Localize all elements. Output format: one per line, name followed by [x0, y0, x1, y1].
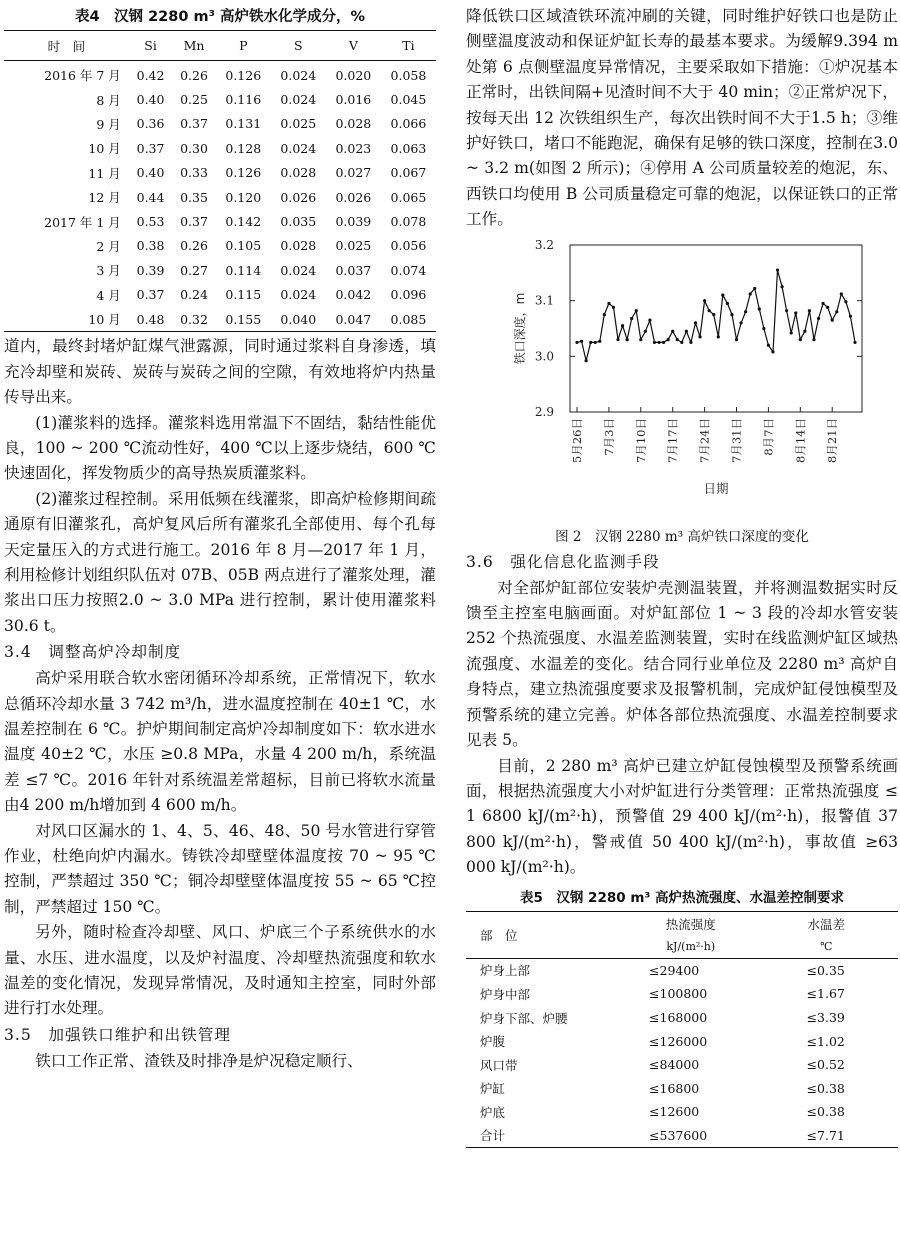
- table4-value-cell: 0.35: [180, 189, 208, 205]
- table4-header: P: [216, 31, 271, 61]
- data-point: [721, 293, 724, 296]
- figure2-caption: 图 2 汉钢 2280 m³ 高炉铁口深度的变化: [555, 528, 809, 545]
- left-column: [4, 0, 436, 1074]
- table4-value-cell: 0.33: [180, 165, 208, 181]
- table-row: [466, 1124, 898, 1148]
- table4: [4, 30, 436, 332]
- y-tick-label: 3.1: [534, 293, 554, 308]
- table5-part-cell: 风口带: [480, 1057, 518, 1073]
- table4-value-cell: 0.26: [180, 67, 208, 83]
- table4-value-cell: 0.024: [280, 67, 317, 83]
- table5-part-cell: 炉底: [480, 1104, 506, 1120]
- table4-body: [4, 61, 436, 332]
- table4-header: Mn: [172, 31, 215, 61]
- table4-value-cell: 0.40: [136, 92, 165, 108]
- table-row: [466, 1077, 898, 1101]
- table4-value-cell: 0.066: [390, 116, 427, 132]
- data-point: [607, 302, 610, 305]
- table5-part-cell: 炉身上部: [480, 963, 531, 979]
- table4-time-cell: 10 月: [88, 312, 121, 328]
- table4-value-cell: 0.047: [335, 311, 372, 327]
- x-tick-label: 5月26日: [570, 417, 584, 463]
- table5-flux-cell: ≤100800: [649, 986, 708, 1002]
- data-point: [739, 321, 742, 324]
- paragraph: 目前，2 280 m³ 高炉已建立炉缸侵蚀模型及预警系统画面，根据热流强度大小对炉缸进行分类管理：正常热流强度 ≤ 1 6800 kJ/(m²·h)，预警值 29 400 kJ/(m²·h)，报警值 37 800 kJ/(m²·h)，警戒值 50 400 kJ/(m²·h)，事故值 ≥63 000 kJ/(m²·h)。: [466, 756, 898, 877]
- table5-header-flux: 热流强度: [665, 916, 716, 932]
- data-point: [580, 339, 583, 342]
- table-row: [4, 136, 436, 160]
- x-tick-label: 8月7日: [761, 417, 776, 456]
- paragraph: 道内，最终封堵炉缸煤气泄露源，同时通过浆料自身渗透，填充冷却壁和炭砖、炭砖与炭砖之间的空隙，有效地将炉内热量传导出来。: [4, 337, 436, 407]
- paragraph: 铁口工作正常、渣铁及时排净是炉况稳定顺行、: [35, 1051, 363, 1070]
- data-point: [662, 340, 665, 343]
- x-tick-label: 7月17日: [665, 417, 680, 463]
- table4-value-cell: 0.028: [280, 238, 317, 254]
- data-point: [776, 268, 779, 271]
- data-point: [853, 340, 856, 343]
- table4-value-cell: 0.42: [136, 67, 165, 83]
- paragraph: 高炉采用联合软水密闭循环冷却系统，正常情况下，软水总循环冷却水量 3 742 m³/h，进水温度控制在 40±1 ℃，水温差控制在 6 ℃。护炉期间制定高炉冷却制度如下：软水进水温度 40±2 ℃，水压 ≥0.8 MPa，水量 4 200 m/h，系统温差 ≤7 ℃。2016 年针对系统温差常超标，目前已将软水流量由4 200 m/h增加到 4 600 m/h。: [4, 669, 436, 815]
- x-tick-label: 7月24日: [697, 417, 712, 463]
- data-point: [831, 318, 834, 321]
- data-point: [612, 305, 615, 308]
- data-point: [717, 335, 720, 338]
- section-heading: 3.6 强化信息化监测手段: [466, 552, 660, 571]
- table5-part-cell: 炉身下部、炉腰: [480, 1010, 568, 1026]
- table5-flux-cell: ≤537600: [649, 1127, 708, 1143]
- table4-value-cell: 0.037: [335, 262, 372, 278]
- table4-caption: 表4 汉钢 2280 m³ 高炉铁水化学成分，%: [74, 9, 366, 25]
- table4-value-cell: 0.24: [180, 287, 208, 303]
- table5-part-cell: 炉腹: [480, 1034, 506, 1050]
- table5-caption: 表5 汉钢 2280 m³ 高炉热流强度、水温差控制要求: [519, 889, 845, 906]
- figure2-chart: [466, 233, 898, 525]
- table4-value-cell: 0.025: [335, 238, 372, 254]
- table-row: [4, 307, 436, 332]
- data-point: [689, 340, 692, 343]
- table4-value-cell: 0.48: [136, 311, 165, 327]
- x-tick-label: 8月21日: [825, 417, 840, 463]
- table4-value-cell: 0.028: [335, 116, 372, 132]
- table5-flux-cell: ≤168000: [649, 1010, 708, 1026]
- table4-value-cell: 0.024: [280, 140, 317, 156]
- table4-value-cell: 0.32: [180, 311, 208, 327]
- x-tick-label: 7月31日: [729, 417, 744, 463]
- table4-time-cell: 4 月: [96, 287, 121, 303]
- table5-flux-cell: ≤16800: [649, 1080, 700, 1096]
- depth-line-chart: [466, 233, 898, 525]
- data-point: [626, 338, 629, 341]
- table4-value-cell: 0.026: [335, 189, 372, 205]
- table5-dt-cell: ≤0.38: [806, 1104, 845, 1120]
- table4-value-cell: 0.024: [280, 92, 317, 108]
- data-point: [630, 317, 633, 320]
- y-axis-label: 铁口深度，m: [513, 292, 527, 365]
- table4-value-cell: 0.023: [335, 140, 372, 156]
- data-point: [753, 286, 756, 289]
- table-row: [466, 1006, 898, 1030]
- table5-dt-cell: ≤0.38: [806, 1080, 845, 1096]
- table4-value-cell: 0.096: [390, 287, 427, 303]
- table4-value-cell: 0.067: [390, 165, 427, 181]
- data-point: [767, 343, 770, 346]
- data-point: [653, 340, 656, 343]
- table4-value-cell: 0.016: [335, 92, 372, 108]
- data-point: [594, 340, 597, 343]
- data-point: [698, 335, 701, 338]
- table4-value-cell: 0.024: [280, 287, 317, 303]
- data-point: [621, 324, 624, 327]
- data-point: [694, 321, 697, 324]
- table4-value-cell: 0.025: [280, 116, 317, 132]
- data-point: [708, 309, 711, 312]
- data-point: [744, 310, 747, 313]
- table-row: [4, 234, 436, 258]
- table-row: [4, 209, 436, 233]
- paragraph: (2)灌浆过程控制。采用低频在线灌浆，即高炉检修期间疏通原有旧灌浆孔，高炉复风后所有灌浆孔全部使用、每个孔每天定量压入的方式进行施工。2016 年 8 月—2017 年 1 月，利用检修计划组织队伍对 07B、05B 两点进行了灌浆处理，灌浆出口压力按照2.0 ~ 3.0 MPa 进行控制，累计使用灌浆料30.6 t。: [4, 489, 436, 635]
- table-row: [4, 161, 436, 185]
- data-point: [603, 313, 606, 316]
- data-point: [648, 318, 651, 321]
- table4-value-cell: 0.39: [136, 262, 165, 278]
- data-point: [680, 340, 683, 343]
- table4-value-cell: 0.065: [390, 189, 427, 205]
- data-point: [844, 300, 847, 303]
- data-point: [726, 302, 729, 305]
- right-column: [466, 0, 898, 1148]
- table-row: [466, 1029, 898, 1053]
- table5-header-dt: 水温差: [807, 916, 846, 932]
- table5-part-cell: 炉身中部: [480, 986, 531, 1002]
- table4-value-cell: 0.026: [280, 189, 317, 205]
- paragraph: (1)灌浆料的选择。灌浆料选用常温下不固结，黏结性能优良，100 ~ 200 ℃流动性好，400 ℃以上逐步烧结，600 ℃快速固化，挥发物质少的高导热炭质灌浆料。: [4, 413, 436, 483]
- data-point: [840, 292, 843, 295]
- data-point: [712, 313, 715, 316]
- data-point: [780, 285, 783, 288]
- data-point: [817, 317, 820, 320]
- table4-value-cell: 0.063: [390, 140, 427, 156]
- table4-value-cell: 0.058: [390, 67, 427, 83]
- table-row: [466, 1100, 898, 1124]
- data-point: [635, 309, 638, 312]
- table4-value-cell: 0.116: [225, 92, 262, 108]
- table4-value-cell: 0.30: [180, 140, 208, 156]
- data-point: [735, 338, 738, 341]
- table4-value-cell: 0.37: [180, 116, 208, 132]
- table4-value-cell: 0.056: [390, 238, 427, 254]
- x-axis-label: 日期: [703, 480, 729, 496]
- table5-body: [466, 958, 898, 1148]
- table4-value-cell: 0.38: [136, 238, 165, 254]
- table4-value-cell: 0.40: [136, 165, 165, 181]
- table5-dt-cell: ≤7.71: [806, 1127, 845, 1143]
- data-point: [785, 309, 788, 312]
- data-point: [826, 305, 829, 308]
- data-point: [589, 340, 592, 343]
- table4-time-cell: 2 月: [96, 238, 121, 254]
- series-line: [577, 270, 855, 361]
- table5-dt-cell: ≤1.02: [806, 1033, 845, 1049]
- section-heading: 3.4 调整高炉冷却制度: [4, 643, 182, 662]
- x-tick-label: 7月3日: [601, 417, 616, 456]
- data-point: [644, 329, 647, 332]
- table4-header: S: [271, 31, 326, 61]
- table4-time-cell: 12 月: [88, 190, 121, 206]
- data-point: [762, 327, 765, 330]
- table4-value-cell: 0.074: [390, 262, 427, 278]
- table4-value-cell: 0.36: [136, 116, 165, 132]
- table4-time-cell: 9 月: [96, 116, 121, 132]
- table5-dt-cell: ≤1.67: [806, 986, 845, 1002]
- data-point: [835, 310, 838, 313]
- table4-value-cell: 0.44: [136, 189, 165, 205]
- table4-value-cell: 0.039: [335, 214, 372, 230]
- data-point: [685, 329, 688, 332]
- table5-flux-cell: ≤12600: [649, 1104, 700, 1120]
- paragraph: 对风口区漏水的 1、4、5、46、48、50 号水管进行穿管作业，杜绝向炉内漏水。铸铁冷却壁壁体温度按 70 ~ 95 ℃控制，严禁超过 350 ℃；铜冷却壁壁体温度按 55 ~ 65 ℃控制，严禁超过 150 ℃。: [4, 821, 436, 916]
- data-point: [639, 338, 642, 341]
- y-tick-label: 3.0: [534, 348, 554, 363]
- table4-value-cell: 0.25: [180, 92, 208, 108]
- table4-value-cell: 0.120: [225, 189, 262, 205]
- section-heading: 3.5 加强铁口维护和出铁管理: [4, 1025, 231, 1044]
- table4-value-cell: 0.131: [225, 116, 262, 132]
- table4-value-cell: 0.040: [280, 311, 317, 327]
- y-tick-label: 2.9: [534, 404, 554, 419]
- data-point: [671, 329, 674, 332]
- table5-header-row: [466, 911, 898, 936]
- data-point: [849, 314, 852, 317]
- table4-value-cell: 0.126: [225, 165, 262, 181]
- data-point: [790, 331, 793, 334]
- table4-value-cell: 0.37: [136, 287, 165, 303]
- data-point: [575, 340, 578, 343]
- table5-part-cell: 炉缸: [480, 1081, 506, 1097]
- table-row: [4, 61, 436, 88]
- table4-value-cell: 0.37: [180, 214, 208, 230]
- data-point: [730, 313, 733, 316]
- paragraph: 另外，随时检查冷却壁、风口、炉底三个子系统供水的水量、水压、进水温度，以及炉衬温度、冷却壁热流强度和软水温差的变化情况，发现异常情况，及时通知主控室，同时外部进行打水处理。: [4, 923, 436, 1018]
- table4-time-cell: 2017 年 1 月: [44, 214, 121, 230]
- table5-dt-cell: ≤0.35: [806, 962, 845, 978]
- table5-dt-unit: ℃: [755, 936, 898, 959]
- table-row: [4, 87, 436, 111]
- data-point: [585, 359, 588, 362]
- x-tick-label: 8月14日: [793, 417, 808, 463]
- data-point: [799, 338, 802, 341]
- table4-value-cell: 0.078: [390, 214, 427, 230]
- table4-value-cell: 0.114: [225, 262, 262, 278]
- table4-time-cell: 2016 年 7 月: [44, 68, 121, 84]
- table5-flux-cell: ≤84000: [649, 1057, 700, 1073]
- table5-dt-cell: ≤3.39: [806, 1010, 845, 1026]
- table4-value-cell: 0.020: [335, 67, 372, 83]
- table4-value-cell: 0.042: [335, 287, 372, 303]
- table-row: [4, 283, 436, 307]
- table4-header: 时 间: [4, 31, 129, 61]
- table-row: [4, 258, 436, 282]
- table4-value-cell: 0.26: [180, 238, 208, 254]
- table4-value-cell: 0.105: [225, 238, 262, 254]
- table4-time-cell: 3 月: [96, 263, 121, 279]
- table5-flux-cell: ≤29400: [649, 962, 700, 978]
- table4-header: Ti: [381, 31, 436, 61]
- table-row: [4, 112, 436, 136]
- table4-value-cell: 0.155: [225, 311, 262, 327]
- table4-time-cell: 8 月: [96, 92, 121, 108]
- data-point: [676, 338, 679, 341]
- table4-header: V: [326, 31, 381, 61]
- data-point: [667, 338, 670, 341]
- paragraph: 对全部炉缸部位安装炉壳测温装置，并将测温数据实时反馈至主控室电脑画面。对炉缸部位 1 ~ 3 段的冷却水管安装 252 个热流强度、水温差监测装置，实时在线监测炉缸区域热流强度、水温差的变化。结合同行业单位及 2280 m³ 高炉自身特点，建立热流强度要求及报警机制，完成炉缸侵蚀模型及预警系统的建立完善。炉体各部位热流强度、水温差控制要求见表 5。: [466, 578, 898, 750]
- table5-flux-unit: kJ/(m²·h): [627, 936, 755, 959]
- table4-value-cell: 0.024: [280, 262, 317, 278]
- table4-value-cell: 0.142: [225, 214, 262, 230]
- table4-time-cell: 11 月: [88, 165, 121, 181]
- table5-header-part: 部 位: [466, 911, 627, 958]
- data-point: [703, 299, 706, 302]
- table4-header-row: [4, 31, 436, 61]
- table4-value-cell: 0.53: [136, 214, 165, 230]
- paragraph: 降低铁口区域渣铁环流冲刷的关键，同时维护好铁口也是防止侧壁温度波动和保证炉缸长寿的最基本要求。为缓解9.394 m处第 6 点侧壁温度异常情况，主要采取如下措施：①炉况基本正常时，出铁间隔+见渣时间不大于 40 min；②正常炉况下，按每天出 12 次铁组织生产，每次出铁时间不大于1.5 h；③维护好铁口，堵口不能跑泥，确保有足够的铁口深度，控制在3.0 ~ 3.2 m(如图 2 所示)；④停用 A 公司质量较差的炮泥，东、西铁口均使用 B 公司质量稳定可靠的炮泥，以保证铁口的正常工作。: [466, 7, 898, 229]
- data-point: [771, 350, 774, 353]
- table-row: [466, 982, 898, 1006]
- table4-value-cell: 0.37: [136, 140, 165, 156]
- table5-part-cell: 合计: [480, 1128, 506, 1144]
- data-point: [821, 302, 824, 305]
- table4-value-cell: 0.128: [225, 140, 262, 156]
- x-tick-label: 7月10日: [633, 417, 648, 463]
- data-point: [657, 340, 660, 343]
- table4-value-cell: 0.028: [280, 165, 317, 181]
- table4-header: Si: [129, 31, 172, 61]
- data-point: [616, 338, 619, 341]
- table-row: [466, 958, 898, 982]
- data-point: [794, 311, 797, 314]
- data-point: [598, 339, 601, 342]
- table4-value-cell: 0.035: [280, 214, 317, 230]
- data-point: [808, 309, 811, 312]
- table-row: [466, 1053, 898, 1077]
- data-point: [749, 292, 752, 295]
- y-tick-label: 3.2: [534, 237, 554, 252]
- data-point: [758, 307, 761, 310]
- table4-value-cell: 0.115: [225, 287, 262, 303]
- table4-value-cell: 0.27: [180, 262, 208, 278]
- table4-time-cell: 10 月: [88, 141, 121, 157]
- data-point: [812, 338, 815, 341]
- table5-flux-cell: ≤126000: [649, 1033, 708, 1049]
- data-point: [803, 329, 806, 332]
- table5-dt-cell: ≤0.52: [806, 1057, 845, 1073]
- table4-value-cell: 0.027: [335, 165, 372, 181]
- table4-value-cell: 0.045: [390, 92, 427, 108]
- table4-value-cell: 0.085: [390, 311, 427, 327]
- table4-value-cell: 0.126: [225, 67, 262, 83]
- table-row: [4, 185, 436, 209]
- table5: [466, 911, 898, 1149]
